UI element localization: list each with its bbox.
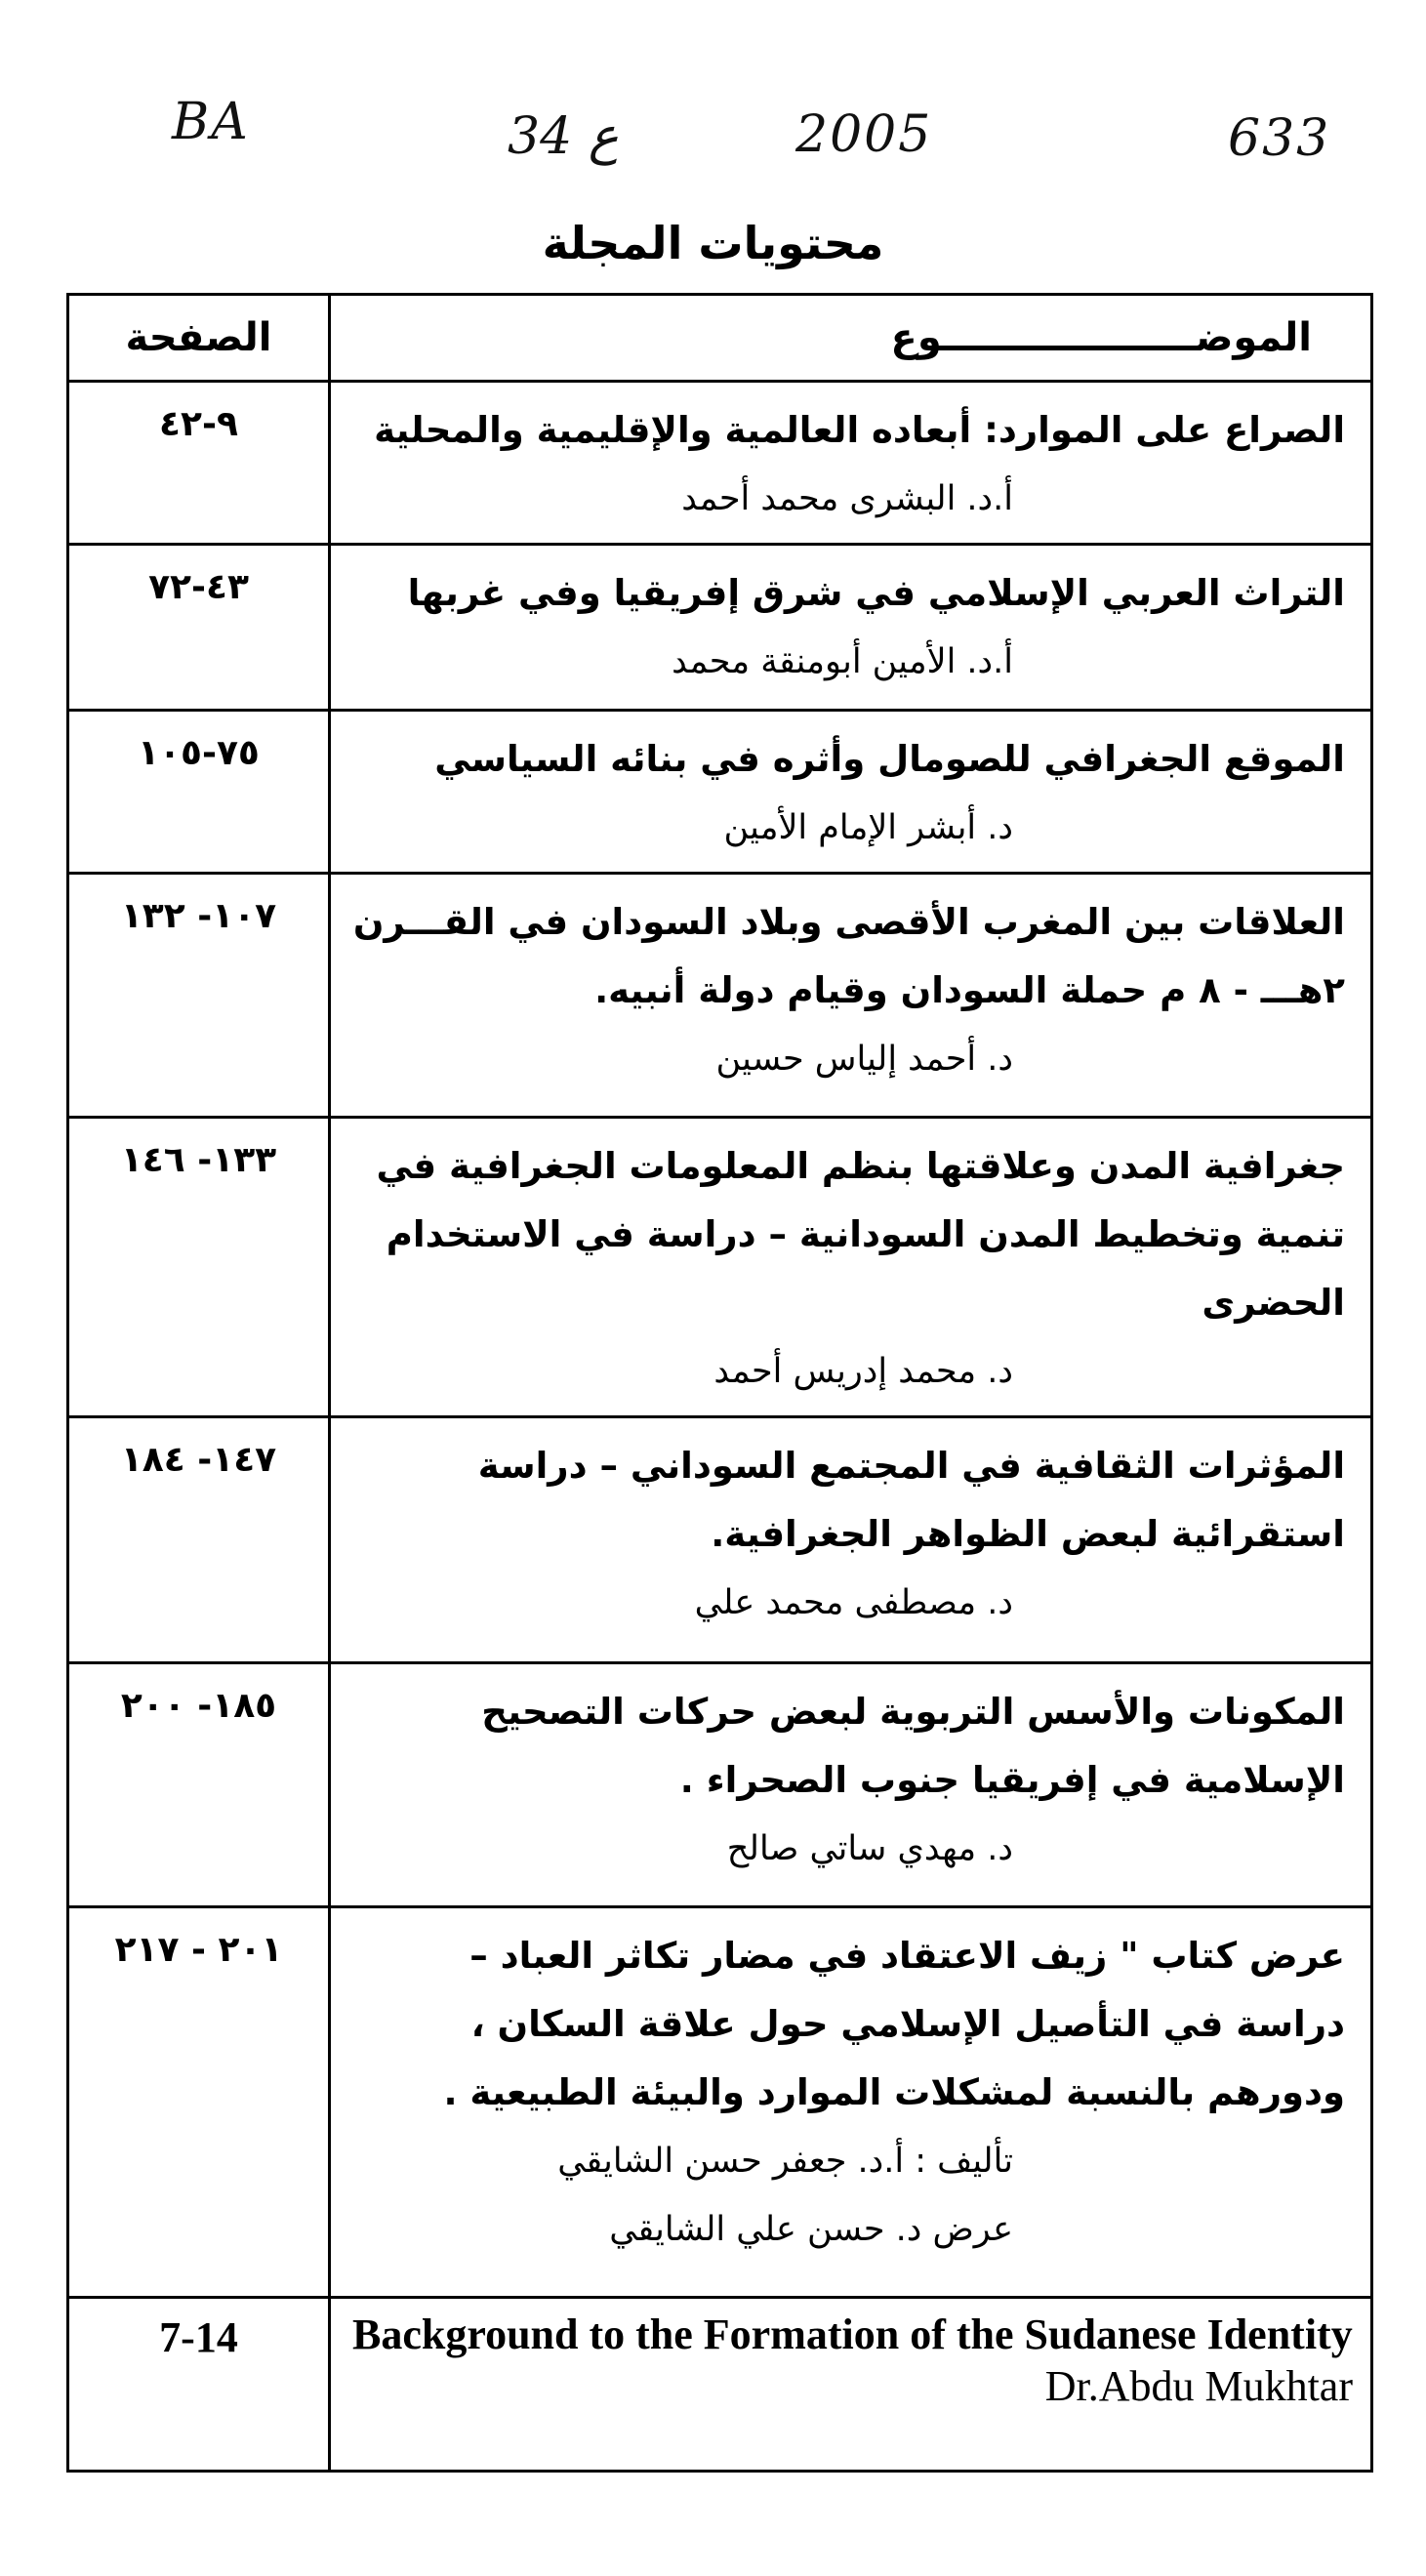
article-author: د. مهدي ساتي صالح bbox=[726, 1829, 1013, 1868]
table-row bbox=[68, 545, 1372, 711]
row-pages: ١٣٣- ١٤٦ bbox=[68, 1118, 330, 1417]
article-title: جغرافية المدن وعلاقتها بنظم المعلومات الجغرافية في تنمية وتخطيط المدن السودانية – دراسة في الاستخدام الحضرى bbox=[376, 1145, 1345, 1324]
review-title: عرض كتاب " زيف الاعتقاد في مضار تكاثر العباد – دراسة في التأصيل الإسلامي حول علاقة السكان ، ودورهم بالنسبة لمشكلات الموارد والبيئة الطبيعية . bbox=[443, 1935, 1345, 2113]
row-topic bbox=[330, 545, 1372, 711]
row-pages: ١٤٧- ١٨٤ bbox=[68, 1417, 330, 1663]
table-row bbox=[68, 1417, 1372, 1663]
row-pages: ٢٠١ - ٢١٧ bbox=[68, 1907, 330, 2298]
article-author: Dr.Abdu Mukhtar bbox=[1044, 2362, 1353, 2410]
table-row-review bbox=[68, 1907, 1372, 2298]
handwritten-volume: 34 ع bbox=[508, 107, 619, 166]
handwritten-year: 2005 bbox=[795, 105, 933, 164]
article-author: أ.د. البشرى محمد أحمد bbox=[681, 479, 1013, 518]
table-row bbox=[68, 1663, 1372, 1907]
row-topic bbox=[330, 382, 1372, 545]
article-title: المؤثرات الثقافية في المجتمع السوداني – دراسة استقرائية لبعض الظواهر الجغرافية. bbox=[477, 1445, 1345, 1555]
article-title: الموقع الجغرافي للصومال وأثره في بنائه السياسي bbox=[434, 738, 1345, 780]
header-pages: الصفحة bbox=[68, 295, 330, 382]
article-title: التراث العربي الإسلامي في شرق إفريقيا وفي غربها bbox=[407, 572, 1345, 614]
row-topic bbox=[330, 1118, 1372, 1417]
row-pages: ٩-٤٢ bbox=[68, 382, 330, 545]
table-row bbox=[68, 382, 1372, 545]
handwritten-ref: BA bbox=[172, 93, 250, 151]
table-row-english bbox=[68, 2298, 1372, 2472]
row-topic bbox=[330, 874, 1372, 1118]
header-topic: الموضـــــــــــــــــــوع bbox=[330, 295, 1372, 382]
row-pages: ٧٥-١٠٥ bbox=[68, 711, 330, 874]
row-pages: ١٠٧- ١٣٢ bbox=[68, 874, 330, 1118]
article-author: أ.د. الأمين أبومنقة محمد bbox=[672, 642, 1013, 681]
contents-table bbox=[66, 293, 1373, 2473]
row-topic bbox=[330, 1417, 1372, 1663]
article-title: العلاقات بين المغرب الأقصى وبلاد السودان في القـــرن ٢هـــ - ٨ م حملة السودان وقيام دولة أنبيه. bbox=[352, 901, 1345, 1011]
article-author: د. مصطفى محمد علي bbox=[694, 1583, 1013, 1622]
table-row bbox=[68, 874, 1372, 1118]
row-topic bbox=[330, 1907, 1372, 2298]
table-row bbox=[68, 711, 1372, 874]
page-title: محتويات المجلة bbox=[542, 217, 884, 269]
article-author: د. أحمد إلياس حسين bbox=[715, 1040, 1013, 1079]
article-title: المكونات والأسس التربوية لبعض حركات التصحيح الإسلامية في إفريقيا جنوب الصحراء . bbox=[481, 1691, 1345, 1801]
article-title: Background to the Formation of the Sudanese Identity bbox=[352, 2310, 1353, 2358]
review-reviewer: عرض د. حسن علي الشايقي bbox=[609, 2210, 1013, 2249]
row-pages: 7-14 bbox=[68, 2298, 330, 2472]
table-row bbox=[68, 1118, 1372, 1417]
table-header-row bbox=[68, 295, 1372, 382]
article-title: الصراع على الموارد: أبعاده العالمية والإقليمية والمحلية bbox=[374, 409, 1345, 451]
row-pages: ١٨٥- ٢٠٠ bbox=[68, 1663, 330, 1907]
row-topic bbox=[330, 711, 1372, 874]
handwritten-page-number: 633 bbox=[1228, 109, 1331, 168]
row-topic bbox=[330, 2298, 1372, 2472]
row-topic bbox=[330, 1663, 1372, 1907]
article-author: د. محمد إدريس أحمد bbox=[713, 1352, 1013, 1391]
article-author: د. أبشر الإمام الأمين bbox=[723, 808, 1013, 847]
row-pages: ٤٣-٧٢ bbox=[68, 545, 330, 711]
review-book-author: تأليف : أ.د. جعفر حسن الشايقي bbox=[557, 2142, 1013, 2181]
